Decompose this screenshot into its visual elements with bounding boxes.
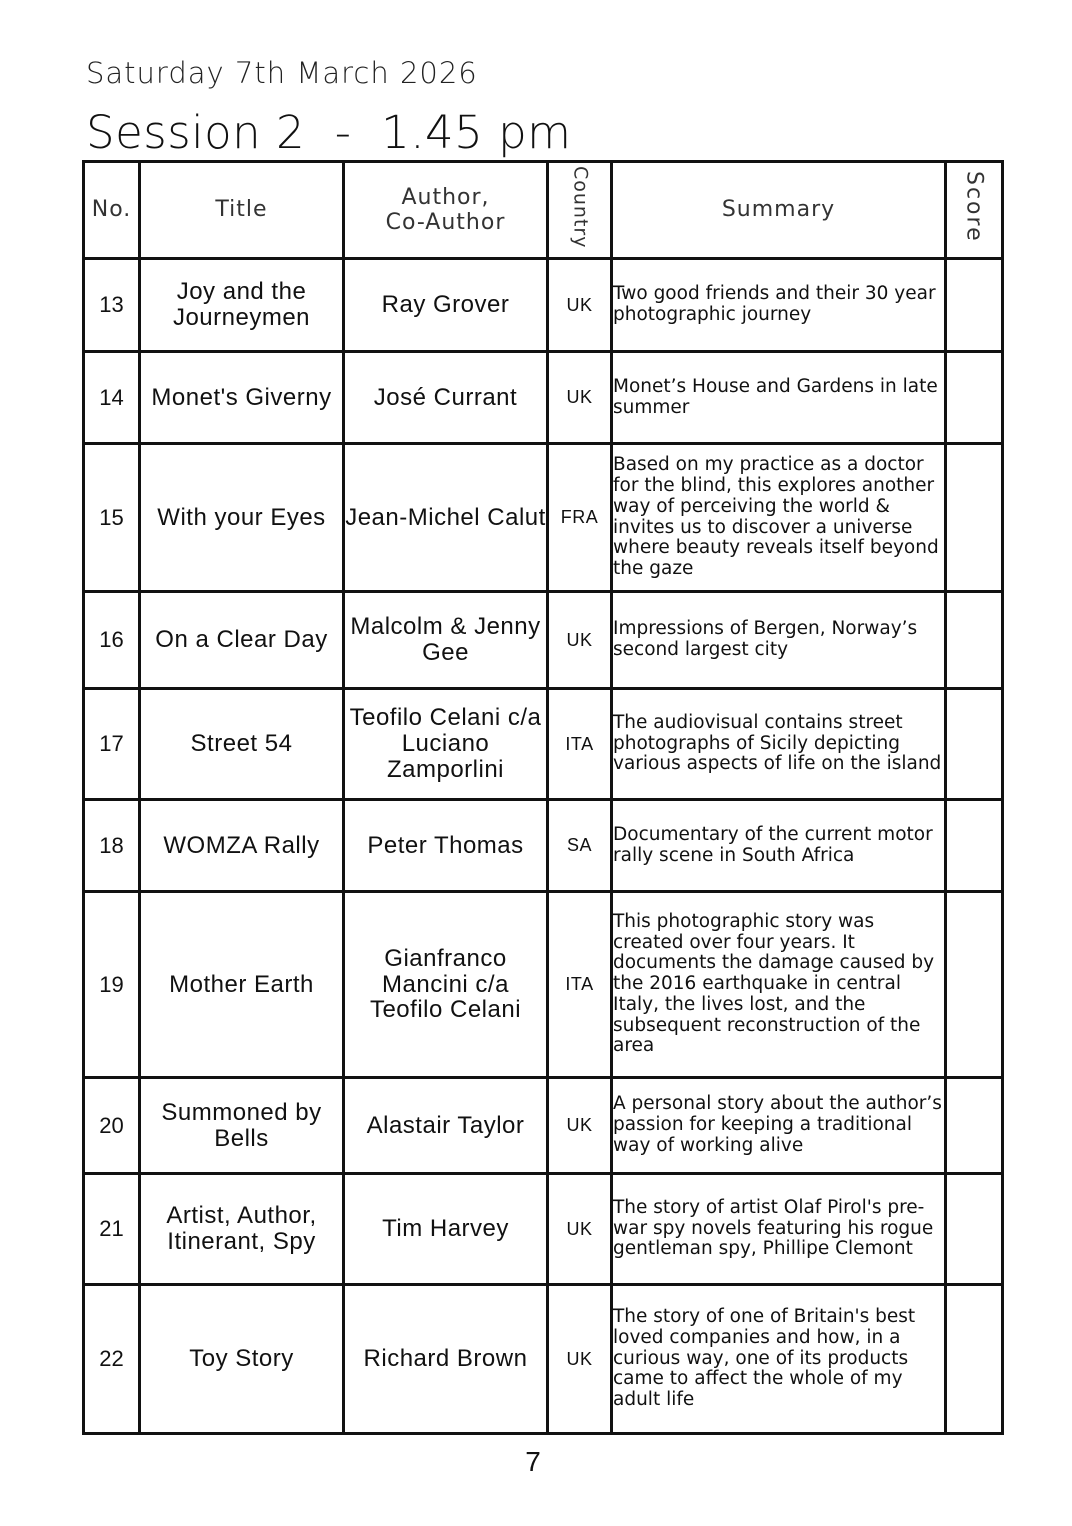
table-row bbox=[84, 892, 1003, 1078]
entry-country: UK bbox=[548, 592, 612, 689]
table-row bbox=[84, 800, 1003, 892]
programme-table bbox=[82, 160, 1004, 1435]
session-title: Session 2 - 1.45 pm bbox=[86, 106, 572, 159]
table-row bbox=[84, 1174, 1003, 1285]
entry-title: WOMZA Rally bbox=[140, 800, 344, 892]
entry-title: Toy Story bbox=[140, 1285, 344, 1434]
entry-author: Alastair Taylor bbox=[344, 1078, 548, 1174]
entry-country: FRA bbox=[548, 444, 612, 592]
entry-country: ITA bbox=[548, 892, 612, 1078]
entry-title: Mother Earth bbox=[140, 892, 344, 1078]
entry-number: 13 bbox=[84, 259, 140, 352]
entry-title: With your Eyes bbox=[140, 444, 344, 592]
entry-author: José Currant bbox=[344, 352, 548, 444]
table-header-row bbox=[84, 162, 1003, 259]
entry-summary: Two good friends and their 30 year photographic journey bbox=[612, 259, 946, 352]
page-number: 7 bbox=[525, 1446, 541, 1477]
session-date: Saturday 7th March 2026 bbox=[86, 56, 478, 90]
entry-score-cell[interactable] bbox=[946, 444, 1003, 592]
entry-country: UK bbox=[548, 1174, 612, 1285]
entry-score-cell[interactable] bbox=[946, 800, 1003, 892]
entry-summary: A personal story about the author’s passion for keeping a traditional way of working alive bbox=[612, 1078, 946, 1174]
entry-score-cell[interactable] bbox=[946, 689, 1003, 800]
entry-number: 20 bbox=[84, 1078, 140, 1174]
entry-number: 14 bbox=[84, 352, 140, 444]
column-header-country-label: Country bbox=[569, 165, 592, 249]
entry-title: Artist, Author, Itinerant, Spy bbox=[140, 1174, 344, 1285]
entry-summary: The story of one of Britain's best loved companies and how, in a curious way, one of its products came to affect the whole of my adult life bbox=[612, 1285, 946, 1434]
column-header-no: No. bbox=[84, 162, 140, 259]
entry-score-cell[interactable] bbox=[946, 259, 1003, 352]
entry-summary: Based on my practice as a doctor for the blind, this explores another way of perceiving the world & invites us to discover a universe where beauty reveals itself beyond the gaze bbox=[612, 444, 946, 592]
entry-country: ITA bbox=[548, 689, 612, 800]
entry-author: Richard Brown bbox=[344, 1285, 548, 1434]
column-header-summary: Summary bbox=[612, 162, 946, 259]
entry-title: Street 54 bbox=[140, 689, 344, 800]
entry-author: Jean-Michel Calut bbox=[344, 444, 548, 592]
table-row bbox=[84, 1078, 1003, 1174]
entry-author: Peter Thomas bbox=[344, 800, 548, 892]
entry-author: Teofilo Celani c/a Luciano Zamporlini bbox=[344, 689, 548, 800]
table-row bbox=[84, 592, 1003, 689]
column-header-author bbox=[344, 162, 548, 259]
column-header-score bbox=[946, 162, 1003, 259]
entry-title: On a Clear Day bbox=[140, 592, 344, 689]
entry-summary: The audiovisual contains street photographs of Sicily depicting various aspects of life on the island bbox=[612, 689, 946, 800]
entry-number: 22 bbox=[84, 1285, 140, 1434]
entry-title: Summoned by Bells bbox=[140, 1078, 344, 1174]
entry-score-cell[interactable] bbox=[946, 1078, 1003, 1174]
entry-score-cell[interactable] bbox=[946, 892, 1003, 1078]
entry-number: 18 bbox=[84, 800, 140, 892]
entry-country: UK bbox=[548, 1078, 612, 1174]
column-header-country bbox=[548, 162, 612, 259]
table-row bbox=[84, 259, 1003, 352]
entry-number: 15 bbox=[84, 444, 140, 592]
entry-country: UK bbox=[548, 1285, 612, 1434]
entry-title: Joy and the Journeymen bbox=[140, 259, 344, 352]
entry-score-cell[interactable] bbox=[946, 1174, 1003, 1285]
column-header-title: Title bbox=[140, 162, 344, 259]
entry-author: Ray Grover bbox=[344, 259, 548, 352]
entry-summary: Monet’s House and Gardens in late summer bbox=[612, 352, 946, 444]
column-header-author-line1: Author, bbox=[401, 184, 490, 210]
entry-score-cell[interactable] bbox=[946, 592, 1003, 689]
table-row bbox=[84, 689, 1003, 800]
entry-score-cell[interactable] bbox=[946, 352, 1003, 444]
table-row bbox=[84, 352, 1003, 444]
entry-country: UK bbox=[548, 352, 612, 444]
entry-country: SA bbox=[548, 800, 612, 892]
entry-summary: This photographic story was created over four years. It documents the damage caused by the 2016 earthquake in central Italy, the lives lost, and the subsequent reconstruction of the area bbox=[612, 892, 946, 1078]
table-row bbox=[84, 444, 1003, 592]
entry-author: Malcolm & Jenny Gee bbox=[344, 592, 548, 689]
column-header-score-label: Score bbox=[961, 171, 987, 243]
entry-number: 16 bbox=[84, 592, 140, 689]
entry-number: 19 bbox=[84, 892, 140, 1078]
entry-summary: The story of artist Olaf Pirol's pre-war spy novels featuring his rogue gentleman spy, Phillipe Clemont bbox=[612, 1174, 946, 1285]
table-row bbox=[84, 1285, 1003, 1434]
entry-title: Monet's Giverny bbox=[140, 352, 344, 444]
entry-country: UK bbox=[548, 259, 612, 352]
entry-author: Tim Harvey bbox=[344, 1174, 548, 1285]
entry-summary: Impressions of Bergen, Norway’s second largest city bbox=[612, 592, 946, 689]
column-header-author-line2: Co-Author bbox=[385, 210, 506, 235]
entry-author: Gianfranco Mancini c/a Teofilo Celani bbox=[344, 892, 548, 1078]
entry-score-cell[interactable] bbox=[946, 1285, 1003, 1434]
entry-number: 17 bbox=[84, 689, 140, 800]
entry-number: 21 bbox=[84, 1174, 140, 1285]
entry-summary: Documentary of the current motor rally scene in South Africa bbox=[612, 800, 946, 892]
